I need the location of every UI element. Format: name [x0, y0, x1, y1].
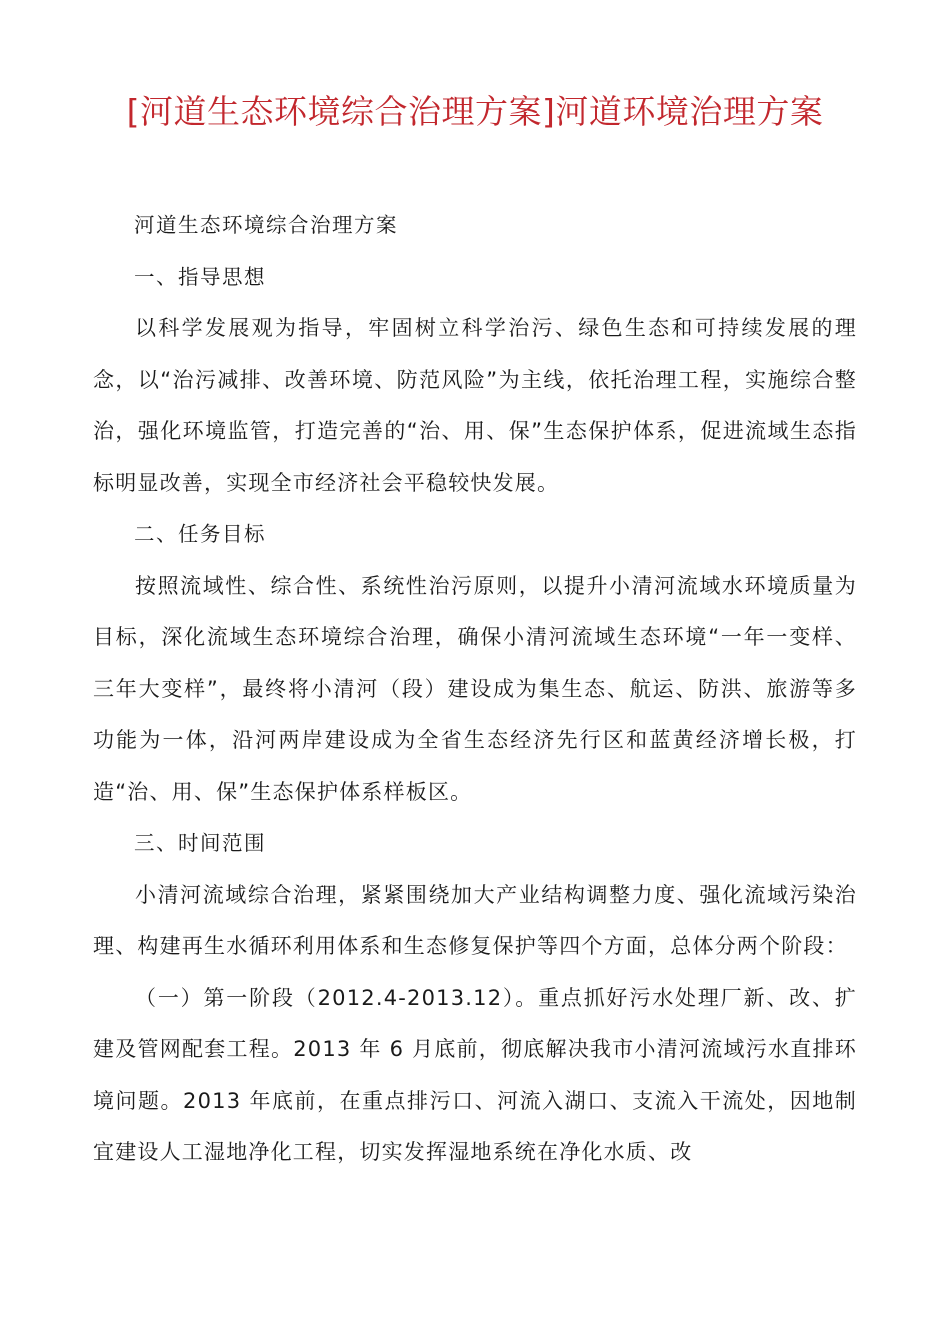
document-body: [93, 200, 857, 1179]
section-heading-task-goals: 二、任务目标: [134, 522, 266, 546]
section-paragraph-time-range: 小清河流域综合治理，紧紧围绕加大产业结构调整力度、强化流域污染治理、构建再生水循环利用体系和生态修复保护等四个方面，总体分两个阶段：: [93, 882, 857, 958]
section-heading-guiding-ideology: 一、指导思想: [134, 264, 266, 289]
document-subtitle: 河道生态环境综合治理方案: [134, 213, 398, 237]
section-paragraph-guiding-ideology: 以科学发展观为指导，牢固树立科学治污、绿色生态和可持续发展的理念，以“治污减排、改善环境、防范风险”为主线，依托治理工程，实施综合整治，强化环境监管，打造完善的“治、用、保”生态保护体系，促进流域生态指标明显改善，实现全市经济社会平稳较快发展。: [93, 316, 857, 495]
section-paragraph-phase-one: （一）第一阶段（2012.4-2013.12）。重点抓好污水处理厂新、改、扩建及管网配套工程。2013 年 6 月底前，彻底解决我市小清河流域污水直排环境问题。2013 年底前，在重点排污口、河流入湖口、支流入干流处，因地制宜建设人工湿地净化工程，切实发挥湿地系统在净化水质、改: [93, 985, 857, 1164]
section-heading-time-range: 三、时间范围: [134, 831, 266, 855]
section-paragraph-task-goals: 按照流域性、综合性、系统性治污原则，以提升小清河流域水环境质量为目标，深化流域生态环境综合治理，确保小清河流域生态环境“一年一变样、三年大变样”，最终将小清河（段）建设成为集生态、航运、防洪、旅游等多功能为一体，沿河两岸建设成为全省生态经济先行区和蓝黄经济增长极，打造“治、用、保”生态保护体系样板区。: [93, 573, 857, 804]
document-title: [河道生态环境综合治理方案]河道环境治理方案: [126, 92, 824, 131]
